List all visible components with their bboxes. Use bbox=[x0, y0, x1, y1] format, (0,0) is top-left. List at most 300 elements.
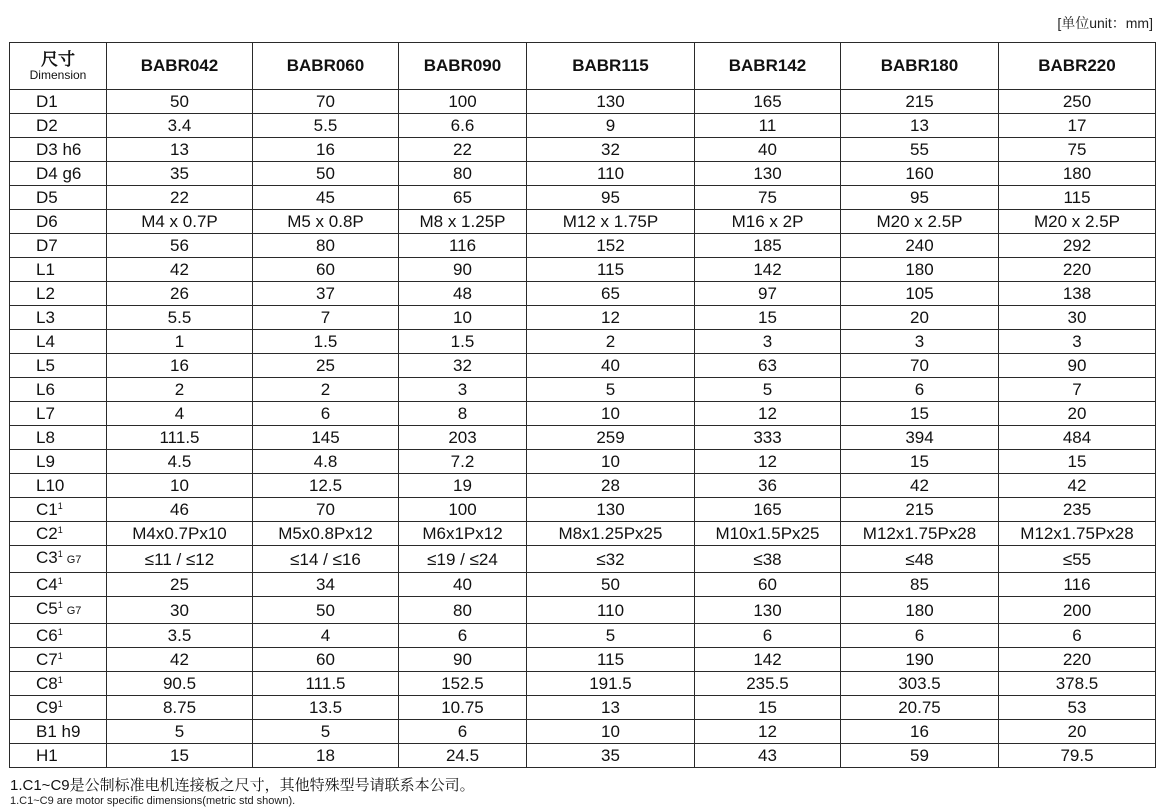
table-cell: 6.6 bbox=[399, 114, 527, 138]
row-label-text: D6 bbox=[36, 212, 58, 231]
table-cell: ≤38 bbox=[695, 546, 841, 573]
table-cell: M5 x 0.8P bbox=[253, 210, 399, 234]
table-cell: 6 bbox=[695, 624, 841, 648]
table-cell: 12 bbox=[695, 450, 841, 474]
table-cell: M20 x 2.5P bbox=[999, 210, 1156, 234]
table-cell: 20 bbox=[999, 720, 1156, 744]
table-cell: 35 bbox=[107, 162, 253, 186]
table-cell: 22 bbox=[107, 186, 253, 210]
row-label bbox=[10, 696, 107, 720]
row-label bbox=[10, 597, 107, 624]
table-cell: 12 bbox=[527, 306, 695, 330]
table-row bbox=[10, 597, 1156, 624]
table-row bbox=[10, 744, 1156, 768]
table-row bbox=[10, 546, 1156, 573]
table-cell: 90.5 bbox=[107, 672, 253, 696]
table-row bbox=[10, 696, 1156, 720]
model-header: BABR142 bbox=[695, 43, 841, 90]
table-cell: 6 bbox=[841, 624, 999, 648]
row-label bbox=[10, 210, 107, 234]
row-label-text: L8 bbox=[36, 428, 55, 447]
row-label-text: L9 bbox=[36, 452, 55, 471]
table-cell: 142 bbox=[695, 258, 841, 282]
table-cell: 80 bbox=[253, 234, 399, 258]
table-row bbox=[10, 378, 1156, 402]
row-label-text: C9 bbox=[36, 698, 58, 717]
table-cell: 145 bbox=[253, 426, 399, 450]
table-cell: 240 bbox=[841, 234, 999, 258]
table-cell: 10 bbox=[527, 450, 695, 474]
table-cell: 15 bbox=[107, 744, 253, 768]
table-cell: M8 x 1.25P bbox=[399, 210, 527, 234]
footnote-marker: 1 bbox=[57, 627, 63, 637]
table-cell: 22 bbox=[399, 138, 527, 162]
table-cell: 65 bbox=[527, 282, 695, 306]
table-cell: 235 bbox=[999, 498, 1156, 522]
table-cell: 111.5 bbox=[253, 672, 399, 696]
table-cell: 70 bbox=[253, 90, 399, 114]
table-row bbox=[10, 672, 1156, 696]
table-cell: 484 bbox=[999, 426, 1156, 450]
table-cell: 15 bbox=[999, 450, 1156, 474]
table-cell: 43 bbox=[695, 744, 841, 768]
table-cell: 215 bbox=[841, 90, 999, 114]
table-cell: 250 bbox=[999, 90, 1156, 114]
table-cell: 1.5 bbox=[399, 330, 527, 354]
table-cell: 3.5 bbox=[107, 624, 253, 648]
table-cell: 7 bbox=[253, 306, 399, 330]
table-cell: 10 bbox=[527, 720, 695, 744]
table-row bbox=[10, 90, 1156, 114]
tolerance-label: G7 bbox=[66, 554, 82, 566]
row-label-text: L5 bbox=[36, 356, 55, 375]
table-cell: ≤14 / ≤16 bbox=[253, 546, 399, 573]
table-cell: 6 bbox=[999, 624, 1156, 648]
table-cell: 70 bbox=[841, 354, 999, 378]
table-cell: 100 bbox=[399, 90, 527, 114]
table-cell: 180 bbox=[999, 162, 1156, 186]
table-cell: 46 bbox=[107, 498, 253, 522]
table-cell: 394 bbox=[841, 426, 999, 450]
table-row bbox=[10, 282, 1156, 306]
table-row bbox=[10, 498, 1156, 522]
row-label-text: C2 bbox=[36, 524, 58, 543]
table-cell: ≤55 bbox=[999, 546, 1156, 573]
table-cell: 28 bbox=[527, 474, 695, 498]
table-cell: 6 bbox=[399, 720, 527, 744]
row-label bbox=[10, 234, 107, 258]
table-cell: ≤19 / ≤24 bbox=[399, 546, 527, 573]
table-cell: 2 bbox=[107, 378, 253, 402]
table-cell: M5x0.8Px12 bbox=[253, 522, 399, 546]
table-cell: 303.5 bbox=[841, 672, 999, 696]
table-cell: 12 bbox=[695, 402, 841, 426]
table-cell: 152.5 bbox=[399, 672, 527, 696]
table-cell: 2 bbox=[253, 378, 399, 402]
row-label-text: D2 bbox=[36, 116, 58, 135]
row-label bbox=[10, 354, 107, 378]
table-cell: 80 bbox=[399, 162, 527, 186]
table-cell: 2 bbox=[527, 330, 695, 354]
table-cell: 19 bbox=[399, 474, 527, 498]
row-label-text: H1 bbox=[36, 746, 58, 765]
table-cell: 5.5 bbox=[107, 306, 253, 330]
table-cell: 90 bbox=[999, 354, 1156, 378]
table-cell: 48 bbox=[399, 282, 527, 306]
table-cell: 63 bbox=[695, 354, 841, 378]
footnote-marker: 1 bbox=[57, 600, 63, 610]
table-row bbox=[10, 624, 1156, 648]
table-cell: ≤11 / ≤12 bbox=[107, 546, 253, 573]
table-cell: 50 bbox=[527, 573, 695, 597]
table-cell: 3 bbox=[999, 330, 1156, 354]
table-row bbox=[10, 114, 1156, 138]
table-cell: 20.75 bbox=[841, 696, 999, 720]
table-cell: 15 bbox=[695, 306, 841, 330]
dimension-header-en: Dimension bbox=[29, 67, 87, 82]
row-label-text: D3 h6 bbox=[36, 140, 82, 159]
row-label-text: B1 h9 bbox=[36, 722, 81, 741]
table-cell: 90 bbox=[399, 648, 527, 672]
table-cell: 378.5 bbox=[999, 672, 1156, 696]
footnote-marker: 1 bbox=[57, 675, 63, 685]
table-cell: 25 bbox=[107, 573, 253, 597]
table-cell: 18 bbox=[253, 744, 399, 768]
table-row bbox=[10, 573, 1156, 597]
row-label-text: D5 bbox=[36, 188, 58, 207]
table-cell: 115 bbox=[527, 258, 695, 282]
row-label bbox=[10, 282, 107, 306]
table-cell: 65 bbox=[399, 186, 527, 210]
table-cell: M10x1.5Px25 bbox=[695, 522, 841, 546]
table-cell: 4 bbox=[253, 624, 399, 648]
table-cell: 30 bbox=[999, 306, 1156, 330]
table-cell: 185 bbox=[695, 234, 841, 258]
table-cell: 26 bbox=[107, 282, 253, 306]
table-cell: 130 bbox=[527, 498, 695, 522]
table-cell: 180 bbox=[841, 258, 999, 282]
table-cell: M6x1Px12 bbox=[399, 522, 527, 546]
model-header: BABR180 bbox=[841, 43, 999, 90]
table-cell: 220 bbox=[999, 258, 1156, 282]
table-cell: 42 bbox=[107, 648, 253, 672]
table-cell: 13 bbox=[841, 114, 999, 138]
row-label bbox=[10, 114, 107, 138]
table-cell: 165 bbox=[695, 498, 841, 522]
model-header: BABR090 bbox=[399, 43, 527, 90]
row-label-text: D4 g6 bbox=[36, 164, 82, 183]
tolerance-label: G7 bbox=[66, 605, 82, 617]
table-cell: 203 bbox=[399, 426, 527, 450]
table-cell: 75 bbox=[999, 138, 1156, 162]
row-label bbox=[10, 474, 107, 498]
table-row bbox=[10, 402, 1156, 426]
table-cell: 60 bbox=[253, 648, 399, 672]
table-cell: 16 bbox=[841, 720, 999, 744]
table-cell: 6 bbox=[399, 624, 527, 648]
table-cell: 100 bbox=[399, 498, 527, 522]
row-label bbox=[10, 744, 107, 768]
row-label-text: D1 bbox=[36, 92, 58, 111]
table-cell: 24.5 bbox=[399, 744, 527, 768]
row-label-text: C7 bbox=[36, 650, 58, 669]
row-label-text: C3 bbox=[36, 548, 58, 567]
table-cell: 130 bbox=[695, 162, 841, 186]
table-cell: 5 bbox=[107, 720, 253, 744]
table-cell: 9 bbox=[527, 114, 695, 138]
table-cell: 15 bbox=[841, 402, 999, 426]
table-row bbox=[10, 426, 1156, 450]
table-cell: M8x1.25Px25 bbox=[527, 522, 695, 546]
table-cell: 42 bbox=[999, 474, 1156, 498]
table-row bbox=[10, 450, 1156, 474]
table-cell: 70 bbox=[253, 498, 399, 522]
model-header: BABR042 bbox=[107, 43, 253, 90]
footnote-zh: 1.C1~C9是公制标准电机连接板之尺寸，其他特殊型号请联系本公司。 bbox=[10, 777, 475, 794]
table-cell: 5 bbox=[527, 378, 695, 402]
table-cell: 7 bbox=[999, 378, 1156, 402]
table-cell: M16 x 2P bbox=[695, 210, 841, 234]
table-cell: 80 bbox=[399, 597, 527, 624]
table-cell: 95 bbox=[527, 186, 695, 210]
table-row bbox=[10, 648, 1156, 672]
table-cell: 79.5 bbox=[999, 744, 1156, 768]
row-label bbox=[10, 426, 107, 450]
table-cell: 60 bbox=[695, 573, 841, 597]
table-cell: 90 bbox=[399, 258, 527, 282]
table-cell: 152 bbox=[527, 234, 695, 258]
table-cell: 5 bbox=[527, 624, 695, 648]
table-cell: 40 bbox=[399, 573, 527, 597]
row-label bbox=[10, 573, 107, 597]
table-cell: 3.4 bbox=[107, 114, 253, 138]
table-cell: 50 bbox=[107, 90, 253, 114]
row-label-text: L10 bbox=[36, 476, 65, 495]
row-label bbox=[10, 546, 107, 573]
table-cell: 7.2 bbox=[399, 450, 527, 474]
row-label bbox=[10, 330, 107, 354]
footnote-marker: 1 bbox=[57, 549, 63, 559]
dimension-header-zh: 尺寸 bbox=[41, 49, 75, 69]
table-cell: 20 bbox=[999, 402, 1156, 426]
row-label bbox=[10, 258, 107, 282]
table-cell: 16 bbox=[253, 138, 399, 162]
model-header: BABR220 bbox=[999, 43, 1156, 90]
row-label bbox=[10, 402, 107, 426]
table-row bbox=[10, 162, 1156, 186]
table-cell: ≤48 bbox=[841, 546, 999, 573]
footnote-marker: 1 bbox=[57, 576, 63, 586]
table-cell: 4.8 bbox=[253, 450, 399, 474]
row-label bbox=[10, 186, 107, 210]
row-label bbox=[10, 378, 107, 402]
row-label bbox=[10, 162, 107, 186]
table-cell: 17 bbox=[999, 114, 1156, 138]
row-label bbox=[10, 720, 107, 744]
table-cell: 50 bbox=[253, 162, 399, 186]
table-cell: 10.75 bbox=[399, 696, 527, 720]
table-cell: 16 bbox=[107, 354, 253, 378]
table-cell: M12 x 1.75P bbox=[527, 210, 695, 234]
table-cell: M4x0.7Px10 bbox=[107, 522, 253, 546]
table-cell: 42 bbox=[107, 258, 253, 282]
table-cell: 190 bbox=[841, 648, 999, 672]
table-cell: 115 bbox=[527, 648, 695, 672]
table-cell: 10 bbox=[107, 474, 253, 498]
table-row bbox=[10, 306, 1156, 330]
model-header: BABR060 bbox=[253, 43, 399, 90]
table-cell: 191.5 bbox=[527, 672, 695, 696]
table-cell: 6 bbox=[841, 378, 999, 402]
table-cell: 200 bbox=[999, 597, 1156, 624]
table-cell: 97 bbox=[695, 282, 841, 306]
table-cell: 116 bbox=[999, 573, 1156, 597]
table-row bbox=[10, 234, 1156, 258]
row-label-text: C1 bbox=[36, 500, 58, 519]
row-label bbox=[10, 450, 107, 474]
table-cell: 115 bbox=[999, 186, 1156, 210]
table-cell: 45 bbox=[253, 186, 399, 210]
dimension-header bbox=[10, 43, 107, 90]
table-cell: 56 bbox=[107, 234, 253, 258]
footnote-marker: 1 bbox=[57, 651, 63, 661]
footnote-en: 1.C1~C9 are motor specific dimensions(metric std shown). bbox=[10, 795, 296, 807]
footnote-marker: 1 bbox=[57, 501, 63, 511]
row-label-text: C6 bbox=[36, 626, 58, 645]
table-cell: 25 bbox=[253, 354, 399, 378]
table-cell: 5 bbox=[253, 720, 399, 744]
row-label-text: L6 bbox=[36, 380, 55, 399]
table-row bbox=[10, 522, 1156, 546]
table-cell: 15 bbox=[841, 450, 999, 474]
table-cell: 60 bbox=[253, 258, 399, 282]
table-cell: 15 bbox=[695, 696, 841, 720]
table-row bbox=[10, 186, 1156, 210]
table-cell: M4 x 0.7P bbox=[107, 210, 253, 234]
table-cell: 6 bbox=[253, 402, 399, 426]
row-label bbox=[10, 624, 107, 648]
row-label bbox=[10, 90, 107, 114]
table-row bbox=[10, 138, 1156, 162]
table-cell: 12.5 bbox=[253, 474, 399, 498]
row-label bbox=[10, 648, 107, 672]
table-cell: 130 bbox=[527, 90, 695, 114]
table-cell: 50 bbox=[253, 597, 399, 624]
table-cell: 36 bbox=[695, 474, 841, 498]
table-row bbox=[10, 474, 1156, 498]
table-cell: 95 bbox=[841, 186, 999, 210]
table-cell: 105 bbox=[841, 282, 999, 306]
table-cell: 215 bbox=[841, 498, 999, 522]
table-cell: 142 bbox=[695, 648, 841, 672]
model-header: BABR115 bbox=[527, 43, 695, 90]
table-cell: 13.5 bbox=[253, 696, 399, 720]
table-cell: 85 bbox=[841, 573, 999, 597]
table-cell: 220 bbox=[999, 648, 1156, 672]
table-cell: 8 bbox=[399, 402, 527, 426]
row-label-text: C5 bbox=[36, 599, 58, 618]
table-cell: 40 bbox=[695, 138, 841, 162]
table-cell: ≤32 bbox=[527, 546, 695, 573]
table-cell: 37 bbox=[253, 282, 399, 306]
row-label-text: L3 bbox=[36, 308, 55, 327]
table-cell: 59 bbox=[841, 744, 999, 768]
table-cell: 138 bbox=[999, 282, 1156, 306]
table-cell: 165 bbox=[695, 90, 841, 114]
table-cell: 10 bbox=[527, 402, 695, 426]
table-row bbox=[10, 210, 1156, 234]
footnote-marker: 1 bbox=[57, 525, 63, 535]
row-label-text: L1 bbox=[36, 260, 55, 279]
row-label bbox=[10, 522, 107, 546]
table-cell: 32 bbox=[399, 354, 527, 378]
table-cell: 12 bbox=[695, 720, 841, 744]
table-cell: 3 bbox=[841, 330, 999, 354]
table-cell: 3 bbox=[399, 378, 527, 402]
table-body bbox=[10, 90, 1156, 768]
row-label bbox=[10, 306, 107, 330]
table-cell: 35 bbox=[527, 744, 695, 768]
table-cell: 8.75 bbox=[107, 696, 253, 720]
table-cell: 1 bbox=[107, 330, 253, 354]
table-cell: 3 bbox=[695, 330, 841, 354]
table-cell: 160 bbox=[841, 162, 999, 186]
table-cell: 180 bbox=[841, 597, 999, 624]
table-cell: 10 bbox=[399, 306, 527, 330]
row-label bbox=[10, 498, 107, 522]
table-cell: 40 bbox=[527, 354, 695, 378]
table-cell: 13 bbox=[527, 696, 695, 720]
table-cell: 13 bbox=[107, 138, 253, 162]
table-cell: 42 bbox=[841, 474, 999, 498]
table-cell: 20 bbox=[841, 306, 999, 330]
table-cell: M12x1.75Px28 bbox=[999, 522, 1156, 546]
dimension-table bbox=[9, 42, 1156, 768]
table-cell: 4 bbox=[107, 402, 253, 426]
table-row bbox=[10, 720, 1156, 744]
unit-label: [单位unit：mm] bbox=[1057, 15, 1153, 31]
table-cell: 235.5 bbox=[695, 672, 841, 696]
table-cell: 30 bbox=[107, 597, 253, 624]
table-cell: 130 bbox=[695, 597, 841, 624]
table-cell: 53 bbox=[999, 696, 1156, 720]
table-cell: 75 bbox=[695, 186, 841, 210]
table-cell: 116 bbox=[399, 234, 527, 258]
table-cell: 32 bbox=[527, 138, 695, 162]
table-cell: 110 bbox=[527, 597, 695, 624]
table-cell: 5 bbox=[695, 378, 841, 402]
row-label-text: D7 bbox=[36, 236, 58, 255]
table-cell: 292 bbox=[999, 234, 1156, 258]
table-cell: M20 x 2.5P bbox=[841, 210, 999, 234]
row-label bbox=[10, 138, 107, 162]
table-row bbox=[10, 330, 1156, 354]
row-label-text: L4 bbox=[36, 332, 55, 351]
header-row bbox=[10, 43, 1156, 90]
row-label-text: C4 bbox=[36, 575, 58, 594]
table-row bbox=[10, 354, 1156, 378]
table-row bbox=[10, 258, 1156, 282]
row-label bbox=[10, 672, 107, 696]
row-label-text: L2 bbox=[36, 284, 55, 303]
row-label-text: L7 bbox=[36, 404, 55, 423]
table-cell: 34 bbox=[253, 573, 399, 597]
table-cell: 5.5 bbox=[253, 114, 399, 138]
table-header bbox=[10, 43, 1156, 90]
table-cell: 110 bbox=[527, 162, 695, 186]
row-label-text: C8 bbox=[36, 674, 58, 693]
table-cell: M12x1.75Px28 bbox=[841, 522, 999, 546]
